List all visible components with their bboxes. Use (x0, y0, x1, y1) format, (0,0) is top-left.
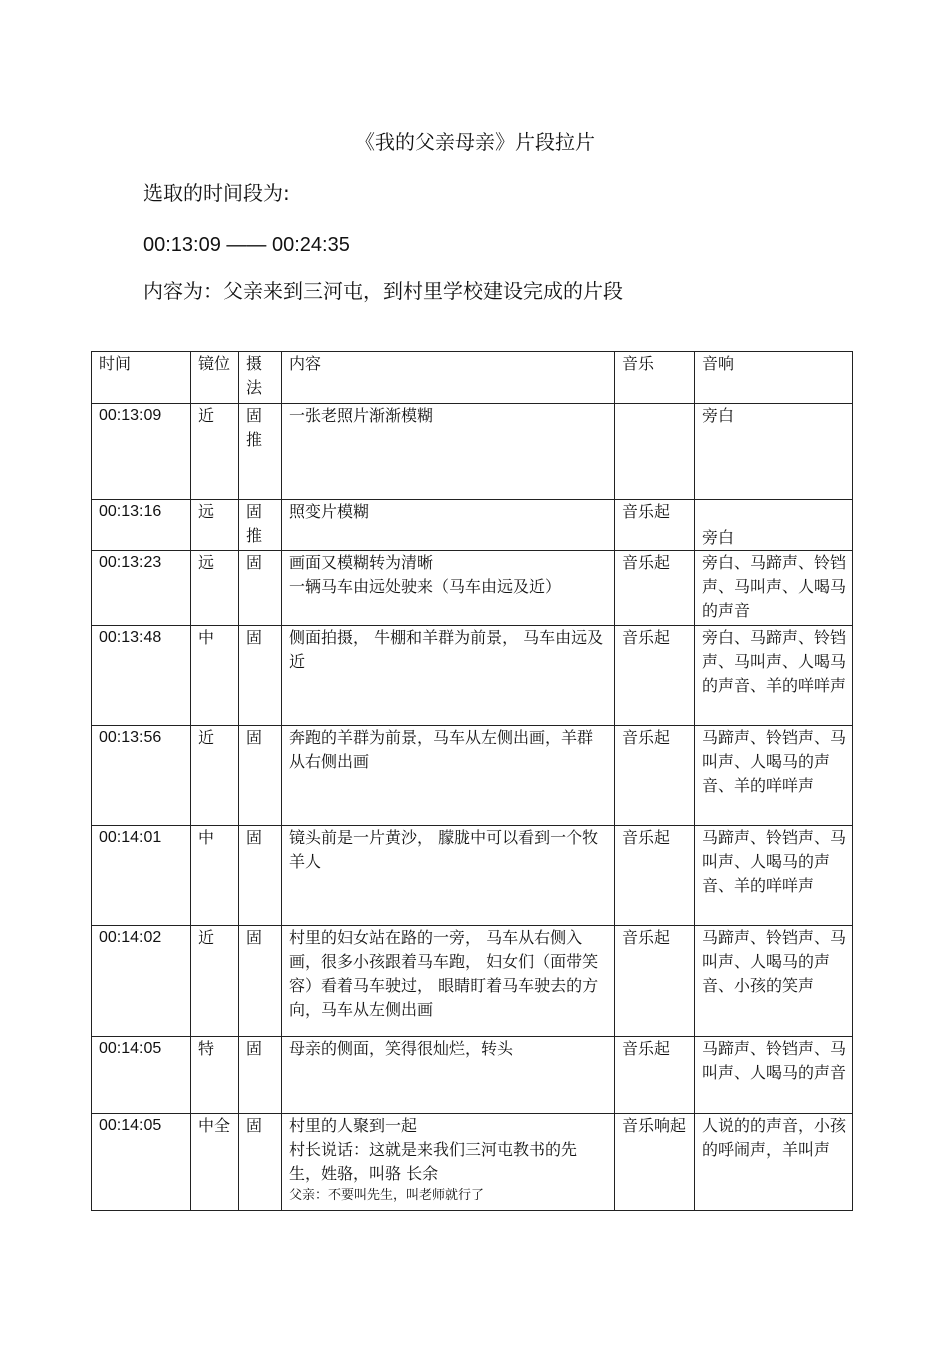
cell-camera: 固 (239, 826, 282, 926)
header-camera: 摄法 (239, 352, 282, 404)
table-row (92, 926, 853, 1037)
cell-music: 音乐起 (615, 1037, 695, 1114)
cell-camera: 固推 (239, 500, 282, 551)
cell-sound: 旁白 (695, 404, 853, 500)
cell-camera: 固 (239, 626, 282, 726)
cell-camera: 固推 (239, 404, 282, 500)
cell-content: 奔跑的羊群为前景，马车从左侧出画，羊群从右侧出画 (282, 726, 615, 826)
content-summary: 内容为：父亲来到三河屯，到村里学校建设完成的片段 (143, 279, 623, 303)
cell-time: 00:13:23 (92, 551, 191, 626)
cell-content: 一张老照片渐渐模糊 (282, 404, 615, 500)
cell-shot: 特 (191, 1037, 239, 1114)
cell-sound: 马蹄声、铃铛声、马叫声、人喝马的声音、羊的咩咩声 (695, 826, 853, 926)
cell-music: 音乐起 (615, 626, 695, 726)
content-line: 一辆马车由远处驶来（马车由远及近） (289, 577, 562, 596)
table-row (92, 551, 853, 626)
cell-shot: 中 (191, 626, 239, 726)
table-row (92, 404, 853, 500)
cell-sound: 马蹄声、铃铛声、马叫声、人喝马的声音、小孩的笑声 (695, 926, 853, 1037)
cell-sound: 人说的的声音，小孩的呼闹声，羊叫声 (695, 1114, 853, 1211)
cell-camera: 固 (239, 926, 282, 1037)
cell-content (282, 1114, 615, 1211)
cell-content: 侧面拍摄， 牛棚和羊群为前景， 马车由远及近 (282, 626, 615, 726)
table-row (92, 500, 853, 551)
cell-content: 镜头前是一片黄沙， 朦胧中可以看到一个牧羊人 (282, 826, 615, 926)
cell-music: 音乐起 (615, 826, 695, 926)
content-line: 村长说话：这就是来我们三河屯教书的先生，姓骆，叫骆 长余 (289, 1140, 578, 1183)
table-row (92, 1037, 853, 1114)
cell-camera: 固 (239, 726, 282, 826)
header-shot: 镜位 (191, 352, 239, 404)
table-row (92, 726, 853, 826)
cell-sound: 旁白 (695, 500, 853, 551)
cell-time: 00:13:16 (92, 500, 191, 551)
cell-shot: 近 (191, 726, 239, 826)
cell-content: 母亲的侧面，笑得很灿烂，转头 (282, 1037, 615, 1114)
content-line: 村里的人聚到一起 (289, 1116, 418, 1135)
header-sound: 音响 (695, 352, 853, 404)
cell-camera: 固 (239, 1037, 282, 1114)
cell-content: 村里的妇女站在路的一旁， 马车从右侧入画，很多小孩跟着马车跑， 妇女们（面带笑容）看着马车驶过， 眼睛盯着马车驶去的方向，马车从左侧出画 (282, 926, 615, 1037)
cell-time: 00:14:05 (92, 1114, 191, 1211)
cell-music: 音乐起 (615, 551, 695, 626)
header-music: 音乐 (615, 352, 695, 404)
cell-camera: 固 (239, 1114, 282, 1211)
cell-sound: 马蹄声、铃铛声、马叫声、人喝马的声音 (695, 1037, 853, 1114)
header-time: 时间 (92, 352, 191, 404)
shot-breakdown-table (91, 351, 853, 1211)
cell-shot: 中 (191, 826, 239, 926)
table-header-row (92, 352, 853, 404)
content-line: 父亲：不要叫先生，叫老师就行了 (289, 1188, 485, 1203)
cell-camera: 固 (239, 551, 282, 626)
cell-time: 00:14:02 (92, 926, 191, 1037)
cell-time: 00:13:09 (92, 404, 191, 500)
cell-music: 音乐起 (615, 926, 695, 1037)
cell-time: 00:14:01 (92, 826, 191, 926)
content-line: 画面又模糊转为清晰 (289, 553, 434, 572)
cell-music: 音乐起 (615, 726, 695, 826)
cell-time: 00:13:56 (92, 726, 191, 826)
cell-time: 00:13:48 (92, 626, 191, 726)
cell-content (282, 551, 615, 626)
cell-shot: 远 (191, 500, 239, 551)
cell-music: 音乐响起 (615, 1114, 695, 1211)
cell-shot: 中全 (191, 1114, 239, 1211)
cell-sound: 旁白、马蹄声、铃铛声、马叫声、人喝马的声音 (695, 551, 853, 626)
cell-music (615, 404, 695, 500)
cell-sound: 马蹄声、铃铛声、马叫声、人喝马的声音、羊的咩咩声 (695, 726, 853, 826)
cell-content: 照变片模糊 (282, 500, 615, 551)
cell-shot: 近 (191, 404, 239, 500)
time-range-value: 00:13:09 —— 00:24:35 (143, 234, 350, 256)
table-row (92, 1114, 853, 1211)
cell-sound: 旁白、马蹄声、铃铛声、马叫声、人喝马的声音、羊的咩咩声 (695, 626, 853, 726)
time-range-label: 选取的时间段为: (143, 181, 290, 205)
cell-time: 00:14:05 (92, 1037, 191, 1114)
cell-shot: 近 (191, 926, 239, 1037)
table-row (92, 626, 853, 726)
document-title: 《我的父亲母亲》片段拉片 (355, 130, 595, 154)
cell-shot: 远 (191, 551, 239, 626)
table-row (92, 826, 853, 926)
header-content: 内容 (282, 352, 615, 404)
cell-music: 音乐起 (615, 500, 695, 551)
